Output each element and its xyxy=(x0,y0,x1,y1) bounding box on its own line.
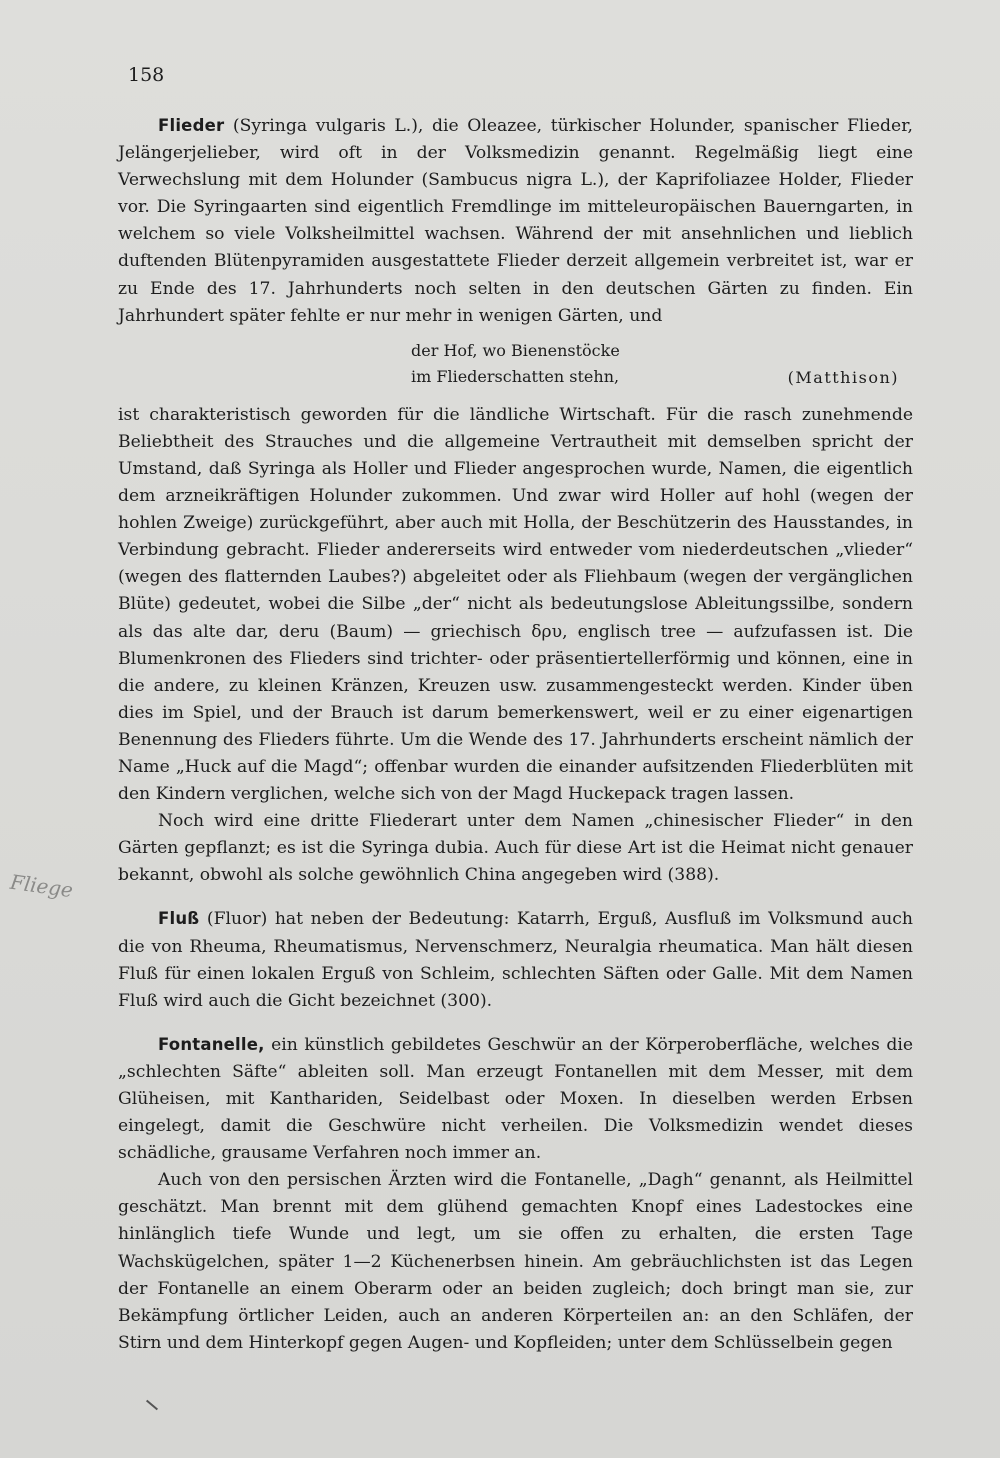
entry-flieder-paragraph-2: ist charakteristisch geworden für die ländliche Wirtschaft. Für die rasch zunehmende Beliebtheit des Strauches und die allgemeine Vertrautheit mit demselben spricht der Umstand, daß Syringa als Holler und Flieder angesprochen wurde, Namen, die eigentlich dem arzneikräftigen Holunder zukommen. Und zwar wird Holler auf hohl (wegen der hohlen Zweige) zurückgeführt, aber auch mit Holla, der Beschützerin des Hausstandes, in Verbindung gebracht. Flieder andererseits wird entweder vom niederdeutschen „vlieder“ (wegen des flatternden Laubes?) abgeleitet oder als Fliehbaum (wegen der vergänglichen Blüte) gedeutet, wobei die Silbe „der“ nicht als bedeutungslose Ableitungssilbe, sondern als das alte dar, deru (Baum) — griechisch δρυ, englisch tree — aufzufassen ist. Die Blumenkronen des Flieders sind trichter- oder präsentiertellerförmig und können, eine in die andere, zu kleinen Kränzen, Kreuzen usw. zusammengesteckt werden. Kinder üben dies im Spiel, und der Brauch ist darum bemerkenswert, weil er zu einer eigenartigen Benennung des Flieders führte. Um die Wende des 17. Jahrhunderts erscheint nämlich der Name „Huck auf die Magd“; offenbar wurden die einander aufsitzenden Fliederblüten mit den Kindern verglichen, welche sich von der Magd Huckepack tragen lassen. xyxy=(118,404,913,805)
quote-line-2: im Fliederschatten stehn, xyxy=(411,366,620,386)
ink-mark xyxy=(146,1400,158,1411)
verse-quote xyxy=(118,338,913,396)
handwritten-margin-note: Fliege xyxy=(8,869,75,903)
quote-attribution: (Matthison) xyxy=(787,367,899,387)
entry-text: (Fluor) hat neben der Bedeutung: Katarrh, Erguß, Ausfluß im Volksmund auch die von Rheuma, Rheumatismus, Nervenschmerz, Neuralgia rheumatica. Man hält diesen Fluß für einen lokalen Erguß von Schleim, schlechten Säften oder Galle. Mit dem Namen Fluß wird auch die Gicht bezeichnet (300). xyxy=(118,909,913,1011)
entry-fontanelle-paragraph-2: Auch von den persischen Ärzten wird die Fontanelle, „Dagh“ genannt, als Heilmittel geschätzt. Man brennt mit dem glühend gemachten Knopf eines Ladestockes eine hinlänglich tiefe Wunde und legt, um sie offen zu erhalten, die ersten Tage Wachskügelchen, später 1—2 Küchenerbsen hinein. Am gebräuchlichsten ist das Legen der Fontanelle an einem Oberarm oder an beiden zugleich; doch bringt man sie, zur Bekämpfung örtlicher Leiden, auch an anderen Körperteilen an: an den Schläfen, der Stirn und dem Hinterkopf gegen Augen- und Kopfleiden; unter dem Schlüsselbein gegen xyxy=(118,1170,913,1353)
entry-fluss-paragraph xyxy=(118,905,913,1014)
page-number: 158 xyxy=(128,64,165,86)
entry-text: (Syringa vulgaris L.), die Oleazee, türkischer Holunder, spanischer Flieder, Jelängerjelieber, wird oft in der Volksmedizin genannt. Regelmäßig liegt eine Verwechslung mit dem Holunder (Sambucus nigra L.), der Kaprifoliazee Holder, Flieder vor. Die Syringaarten sind eigentlich Fremdlinge im mitteleuropäischen Bauerngarten, in welchem so viele Volksheilmittel wachsen. Während der mit ansehnlichen und lieblich duftenden Blütenpyramiden ausgestattete Flieder derzeit allgemein verbreitet ist, war er zu Ende des 17. Jahrhunderts noch selten in den deutschen Gärten zu finden. Ein Jahrhundert später fehlte er nur mehr in wenigen Gärten, und xyxy=(118,116,913,326)
entry-flieder-paragraph-1 xyxy=(118,112,913,330)
entry-fontanelle-paragraph-1 xyxy=(118,1031,913,1167)
entry-keyword: Fontanelle, xyxy=(158,1034,265,1054)
entry-keyword: Flieder xyxy=(158,116,225,135)
quote-line-1: der Hof, wo Bienenstöcke xyxy=(411,340,620,360)
entry-flieder-paragraph-3: Noch wird eine dritte Fliederart unter dem Namen „chinesischer Flieder“ in den Gärten gepflanzt; es ist die Syringa dubia. Auch für diese Art ist die Heimat nicht genauer bekannt, obwohl als solche gewöhnlich China angegeben wird (388). xyxy=(118,811,913,886)
entry-keyword: Fluß xyxy=(158,909,200,929)
entry-text: ein künstlich gebildetes Geschwür an der Körperoberfläche, welches die „schlechten Säfte“ ableiten soll. Man erzeugt Fontanellen mit dem Messer, mit dem Glüheisen, mit Kanthariden, Seidelbast oder Moxen. In dieselben werden Erbsen eingelegt, damit die Geschwüre nicht verheilen. Die Volksmedizin wendet dieses schädliche, grausame Verfahren noch immer an. xyxy=(118,1034,913,1164)
page-body xyxy=(118,112,913,1357)
